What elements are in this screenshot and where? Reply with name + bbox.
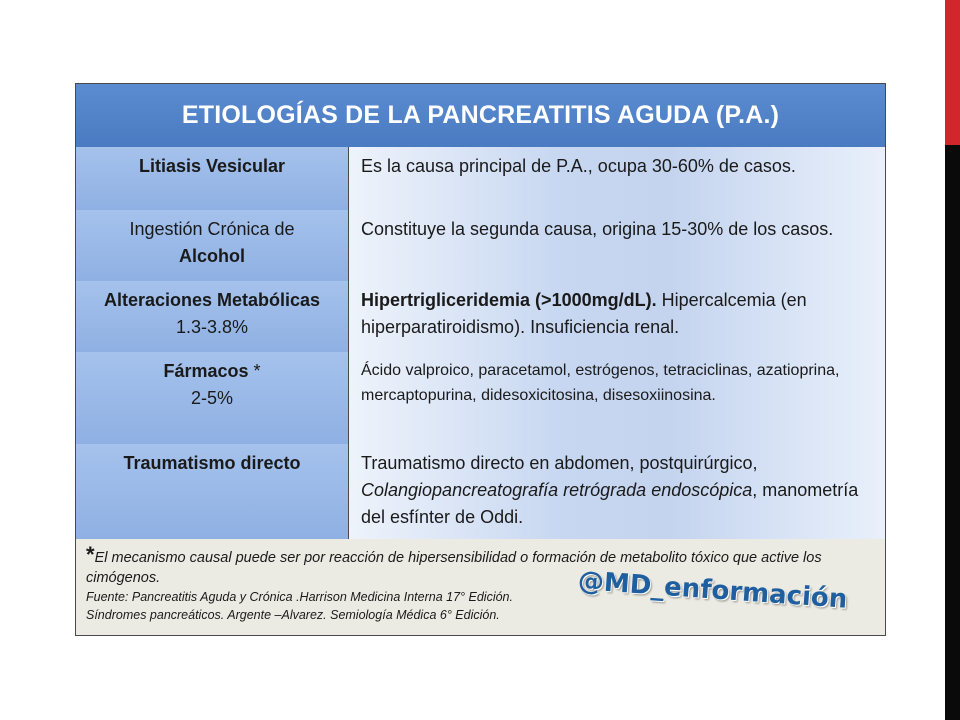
table-row: [76, 352, 885, 445]
cause-cell: [76, 352, 349, 444]
table-row: [76, 281, 885, 353]
footnote-text: El mecanismo causal puede ser por reacción de hipersensibilidad o formación de metabolito tóxico que active los cimógenos.: [86, 550, 822, 586]
description-text: Traumatismo directo en abdomen, postquirúrgico,: [361, 453, 758, 473]
source-citation-2: Síndromes pancreáticos. Argente –Alvarez. Semiología Médica 6° Edición.: [86, 608, 500, 622]
cause-label: Litiasis Vesicular: [138, 156, 286, 176]
table-row: [76, 147, 885, 211]
description-text-end: , manometría del esfínter de Oddi.: [361, 480, 859, 527]
table-row: [76, 210, 885, 282]
description-text: Es la causa principal de P.A., ocupa 30-60% de casos.: [361, 156, 796, 176]
description-cell: [349, 147, 885, 210]
cause-label-bold: Alcohol: [179, 246, 245, 266]
footnote-asterisk: *: [86, 542, 95, 567]
description-cell: [349, 210, 885, 281]
description-cell: [349, 352, 885, 444]
cause-percentage: 2-5%: [190, 388, 234, 408]
description-cell: [349, 281, 885, 352]
etiology-table: [75, 83, 886, 636]
cause-cell: [76, 444, 349, 539]
cause-label-asterisk: *: [248, 361, 261, 381]
cause-cell: [76, 147, 349, 210]
author-watermark: @MD_enformación: [576, 566, 849, 615]
cause-percentage: 1.3-3.8%: [175, 317, 249, 337]
description-text: Hipercalcemia (en hiperparatiroidismo). Insuficiencia renal.: [361, 290, 807, 337]
description-bold: Hipertrigliceridemia (>1000mg/dL).: [361, 290, 657, 310]
cause-label: Alteraciones Metabólicas: [103, 290, 321, 310]
description-cell: [349, 444, 885, 539]
side-bar-red-accent: [945, 0, 960, 145]
table-row: [76, 444, 885, 540]
cause-label: Fármacos: [163, 361, 249, 381]
cause-cell: [76, 210, 349, 281]
description-text: Constituye la segunda causa, origina 15-30% de los casos.: [361, 219, 834, 239]
description-italic: Colangiopancreatografía retrógrada endoscópica: [361, 480, 753, 500]
source-citation-1: Fuente: Pancreatitis Aguda y Crónica .Harrison Medicina Interna 17° Edición.: [86, 590, 513, 604]
cause-label: Ingestión Crónica de: [129, 219, 295, 239]
description-text: Ácido valproico, paracetamol, estrógenos, tetraciclinas, azatioprina, mercaptopurina, didesoxicitosina, disesoxiinosina.: [361, 362, 840, 404]
cause-label: Traumatismo directo: [123, 453, 301, 473]
table-header: [76, 84, 885, 148]
cause-cell: [76, 281, 349, 352]
table-title: ETIOLOGÍAS DE LA PANCREATITIS AGUDA (P.A.): [181, 101, 780, 129]
